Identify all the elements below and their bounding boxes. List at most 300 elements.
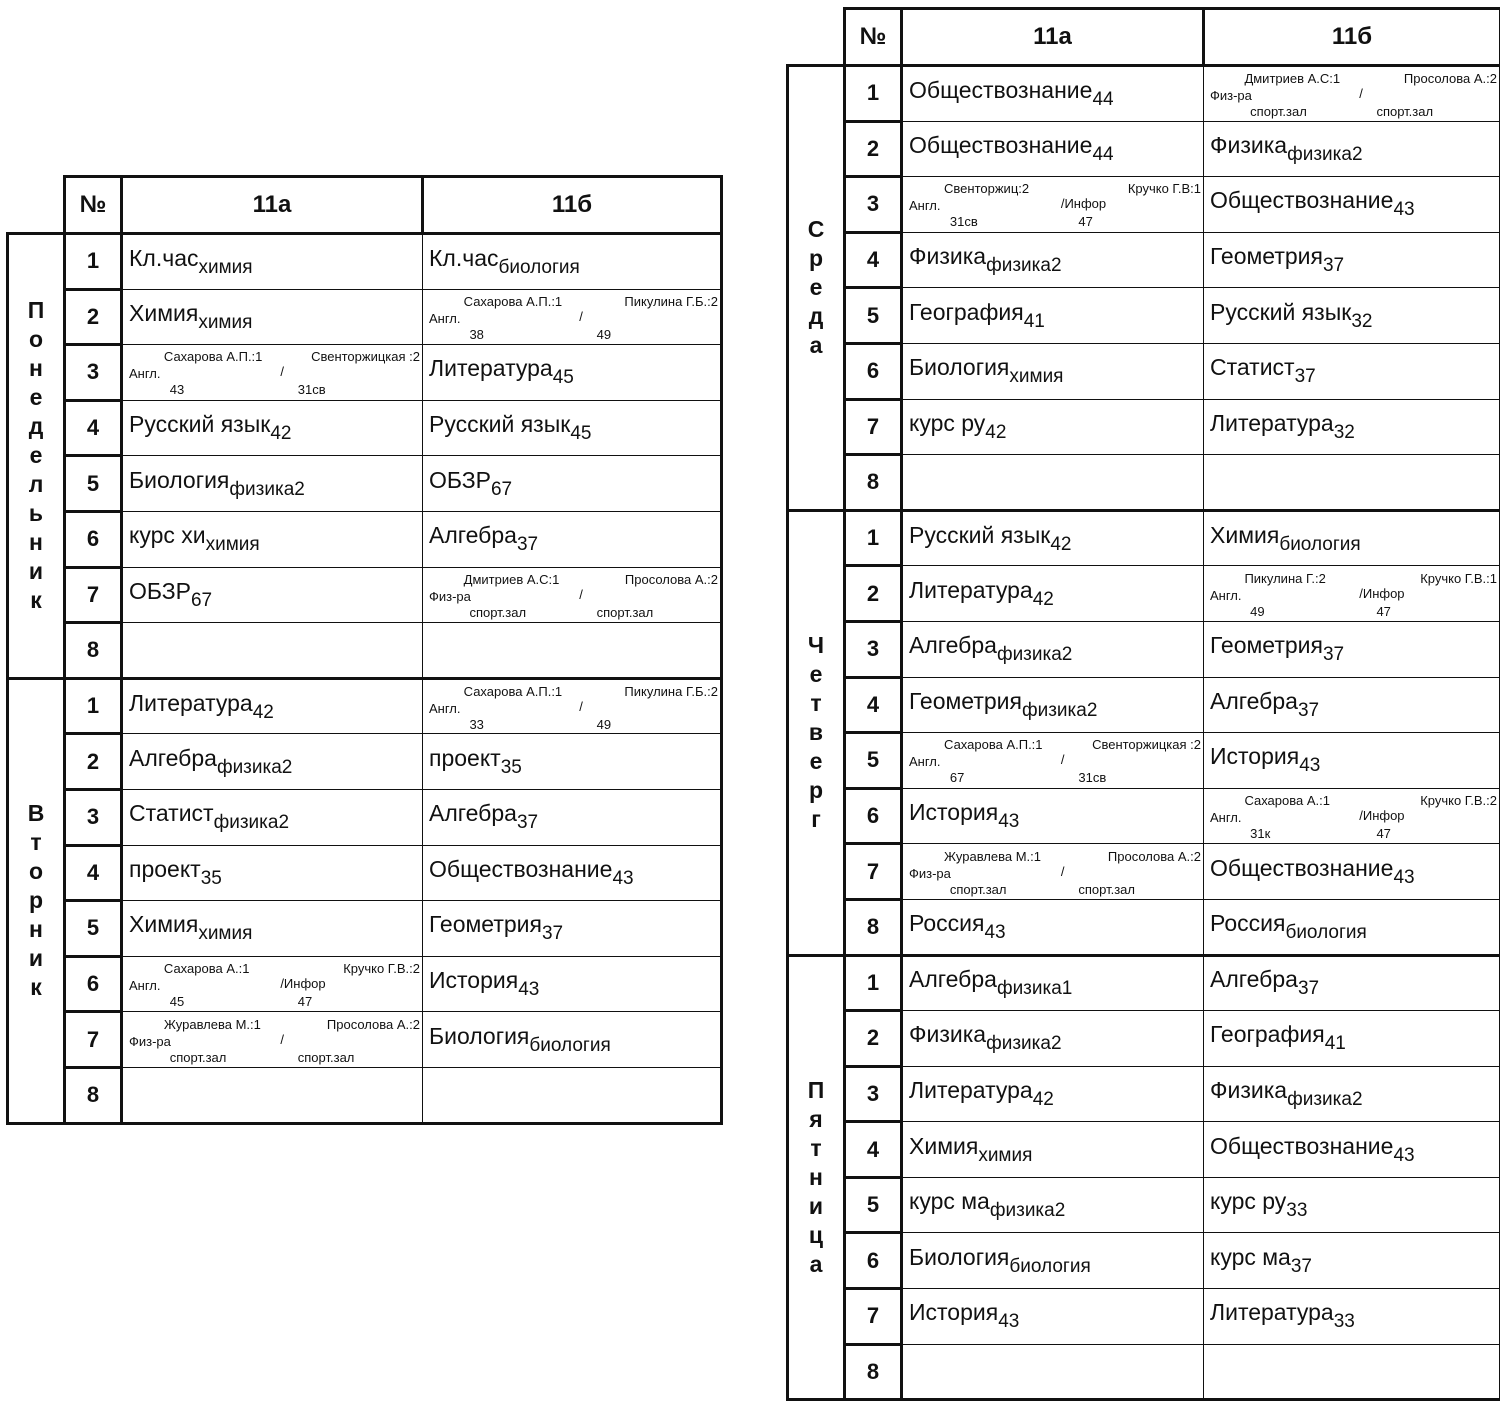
subject-name: Биология: [429, 1022, 530, 1049]
room: 43: [612, 867, 634, 889]
subject-name: Алгебра: [909, 966, 997, 993]
lesson-row: [788, 510, 1500, 566]
day-name: [788, 510, 845, 955]
cell-class-a: [902, 621, 1204, 677]
subject: [1210, 1188, 1308, 1222]
subject-name: Обществознание: [909, 76, 1093, 103]
split-room-2: 47: [1078, 214, 1093, 230]
day-letter: о: [28, 858, 44, 885]
lesson-number: 8: [845, 455, 902, 511]
subject-name: Биология: [129, 466, 230, 493]
lesson-number: 8: [65, 623, 122, 679]
split-room-2: 31св: [297, 382, 326, 398]
lesson-number: 3: [845, 1066, 902, 1122]
cell-class-b: [1204, 1233, 1500, 1289]
subject-name: Химия: [129, 911, 199, 938]
split-room-2: спорт.зал: [1376, 103, 1434, 119]
cell-class-b: [423, 956, 722, 1012]
subject-name: Химия: [909, 1132, 979, 1159]
day-letter: е: [29, 442, 43, 469]
lesson-row: [788, 1233, 1500, 1289]
cell-class-a: [122, 234, 423, 290]
lesson-row: [788, 733, 1500, 789]
subject: [909, 909, 1006, 943]
lesson-number: 5: [65, 456, 122, 512]
split-room-1: 31св: [949, 214, 978, 230]
room: 35: [500, 756, 522, 778]
lesson-number: 3: [65, 345, 122, 401]
room: 44: [1092, 143, 1114, 165]
cell-class-a: [122, 567, 423, 623]
split-subject: Англ.: [909, 754, 941, 770]
room: 37: [1290, 1255, 1312, 1277]
split-teacher-1: Сахарова А.:1: [1244, 793, 1330, 809]
day-letter: е: [809, 661, 823, 688]
subject-name: История: [909, 1299, 999, 1326]
room: 37: [541, 923, 564, 945]
cell-class-a: [902, 844, 1204, 900]
subject-name: Физика: [909, 243, 987, 270]
split-teacher-1: Сахарова А.П.:1: [944, 737, 1043, 753]
day-letter: н: [29, 355, 43, 382]
subject: [1210, 687, 1320, 721]
cell-class-a: [122, 1012, 423, 1068]
split-group: [429, 681, 720, 733]
subject: [429, 855, 634, 889]
lesson-number: 2: [65, 289, 122, 345]
split-room-1: 33: [469, 716, 484, 732]
room: физика1: [996, 978, 1073, 1000]
cell-class-a: [902, 177, 1204, 233]
day-letter: т: [30, 829, 42, 856]
subject-name: Обществознание: [909, 131, 1093, 158]
day-letter: е: [809, 748, 823, 775]
day-name: [8, 678, 65, 1123]
lesson-row: [788, 1177, 1500, 1233]
lesson-row: [788, 399, 1500, 455]
subject-name: Русский язык: [429, 411, 571, 438]
split-room-1: 38: [469, 326, 484, 342]
day-letter: р: [28, 887, 44, 914]
day-letter: В: [27, 800, 45, 827]
room: биология: [529, 1034, 611, 1056]
room: химия: [205, 534, 260, 556]
subject-name: Геометрия: [909, 687, 1022, 714]
split-subject: Англ.: [1210, 810, 1242, 826]
subject-name: Физика: [1210, 131, 1288, 158]
subject: [909, 1243, 1091, 1277]
cell-class-a: [902, 455, 1204, 511]
split-separator: /Инфор: [1359, 808, 1405, 824]
subject: [1210, 1021, 1346, 1055]
lesson-row: [8, 623, 722, 679]
split-separator: /Инфор: [1359, 585, 1405, 601]
subject: [129, 744, 293, 778]
room: физика2: [1021, 699, 1098, 721]
lesson-number: 1: [845, 510, 902, 566]
subject: [429, 466, 513, 500]
day-letter: д: [28, 413, 44, 440]
lesson-row: [8, 289, 722, 345]
lesson-number: 8: [845, 899, 902, 955]
split-teacher-1: Пикулина Г.:2: [1244, 570, 1326, 586]
lesson-number: 7: [65, 567, 122, 623]
header-row: [788, 9, 1500, 66]
header-row: [8, 177, 722, 234]
lesson-row: [788, 1011, 1500, 1067]
subject: [909, 521, 1072, 555]
lesson-row: [8, 956, 722, 1012]
lesson-row: [788, 232, 1500, 288]
cell-class-a: [902, 677, 1204, 733]
lesson-number: 3: [65, 789, 122, 845]
room: 37: [1294, 366, 1316, 388]
day-letter: П: [27, 297, 45, 324]
room: 33: [1333, 1311, 1355, 1333]
cell-class-b: [423, 400, 722, 456]
subject-name: Физика: [909, 1021, 987, 1048]
lesson-row: [8, 901, 722, 957]
cell-class-a: [902, 510, 1204, 566]
cell-class-b: [423, 234, 722, 290]
header-class-b: 11б: [423, 177, 722, 234]
day-wednesday: [788, 66, 1500, 511]
split-room-2: 31св: [1078, 770, 1107, 786]
room: 43: [984, 921, 1006, 943]
lesson-row: [8, 734, 722, 790]
cell-class-b: [423, 623, 722, 679]
room: физика2: [986, 255, 1062, 277]
day-letter: н: [29, 916, 43, 943]
schedule-table-left: [6, 175, 723, 1125]
subject: [129, 244, 253, 278]
lesson-number: 8: [845, 1344, 902, 1400]
cell-class-a: [122, 345, 423, 401]
subject-name: География: [1210, 1021, 1325, 1048]
lesson-row: [788, 1289, 1500, 1345]
cell-class-b: [1204, 1011, 1500, 1067]
cell-class-a: [902, 566, 1204, 622]
lesson-number: 4: [65, 845, 122, 901]
subject: [429, 744, 522, 778]
split-separator: /Инфор: [280, 976, 326, 992]
split-teacher-1: Сахарова А.П.:1: [463, 293, 563, 309]
day-letter: о: [28, 326, 44, 353]
day-letter: я: [809, 1105, 823, 1132]
subject-name: Обществознание: [1210, 187, 1394, 214]
lesson-number: 6: [65, 511, 122, 567]
cell-class-a: [122, 400, 423, 456]
subject-name: проект: [429, 744, 501, 771]
split-room-1: 49: [1250, 603, 1265, 619]
subject-name: Кл.час: [429, 244, 499, 271]
lesson-row: [8, 567, 722, 623]
cell-class-b: [1204, 121, 1500, 177]
cell-class-b: [1204, 899, 1500, 955]
subject-name: курс ру: [1210, 1188, 1287, 1215]
split-separator: /: [579, 308, 583, 324]
split-separator: /: [280, 364, 284, 380]
split-room-1: 31к: [1250, 826, 1271, 842]
day-letter: н: [29, 529, 43, 556]
cell-class-a: [122, 734, 423, 790]
subject: [129, 466, 305, 500]
split-room-2: 49: [596, 326, 612, 342]
lesson-number: 6: [845, 788, 902, 844]
cell-class-a: [902, 1289, 1204, 1345]
subject-name: Литература: [1210, 409, 1334, 436]
lesson-row: [788, 455, 1500, 511]
cell-class-b: [1204, 510, 1500, 566]
subject-name: Россия: [1210, 909, 1286, 936]
day-monday: [8, 234, 722, 679]
subject: [429, 800, 539, 834]
subject-name: Алгебра: [429, 522, 517, 549]
lesson-row: [788, 955, 1500, 1011]
cell-class-b: [423, 456, 722, 512]
cell-class-a: [902, 121, 1204, 177]
day-friday: [788, 955, 1500, 1400]
split-teacher-2: Кручко Г.В.:1: [1420, 570, 1497, 586]
lesson-row: [788, 1122, 1500, 1178]
lesson-number: 4: [845, 1122, 902, 1178]
subject-name: Физика: [1210, 1076, 1288, 1103]
subject: [909, 131, 1114, 165]
room: 41: [1324, 1033, 1346, 1055]
split-teacher-1: Свенторжиц:2: [944, 181, 1030, 197]
subject-name: История: [1210, 743, 1300, 770]
cell-class-b: [423, 678, 722, 734]
cell-class-b: [423, 734, 722, 790]
room: 32: [1351, 310, 1373, 332]
day-letter: и: [808, 1192, 824, 1219]
lesson-number: 2: [845, 121, 902, 177]
subject-name: Кл.час: [129, 244, 199, 271]
subject-name: Русский язык: [1210, 298, 1352, 325]
cell-class-a: [122, 456, 423, 512]
cell-class-a: [122, 678, 423, 734]
lesson-row: [8, 789, 722, 845]
day-letter: р: [808, 777, 824, 804]
lesson-row: [8, 456, 722, 512]
lesson-number: 3: [845, 621, 902, 677]
room: физика2: [216, 756, 293, 778]
split-separator: /Инфор: [1060, 196, 1107, 212]
split-teacher-2: Пикулина Г.Б.:2: [624, 683, 718, 699]
split-room-2: 49: [596, 716, 612, 732]
cell-class-b: [1204, 177, 1500, 233]
cell-class-b: [1204, 399, 1500, 455]
split-subject: Англ.: [429, 310, 461, 326]
subject: [129, 689, 274, 723]
day-letter: к: [30, 974, 42, 1001]
day-letter: и: [28, 558, 44, 585]
cell-class-b: [1204, 232, 1500, 288]
day-letter: в: [808, 719, 824, 746]
lesson-number: 2: [845, 566, 902, 622]
cell-class-a: [902, 733, 1204, 789]
subject-name: ОБЗР: [129, 577, 191, 604]
cell-class-b: [1204, 1344, 1500, 1400]
cell-class-a: [902, 288, 1204, 344]
lesson-row: [788, 177, 1500, 233]
split-teacher-1: Сахарова А.П.:1: [163, 349, 263, 365]
cell-class-a: [122, 511, 423, 567]
split-teacher-2: Свенторжицкая :2: [1092, 737, 1201, 753]
split-subject: Англ.: [129, 978, 161, 994]
split-teacher-2: Кручко Г.В:1: [1127, 181, 1201, 197]
room: 35: [200, 867, 222, 889]
split-subject: Англ.: [129, 366, 161, 382]
lesson-row: [788, 288, 1500, 344]
cell-class-a: [902, 343, 1204, 399]
cell-class-b: [423, 289, 722, 345]
subject: [1210, 1132, 1415, 1166]
subject: [909, 687, 1098, 721]
subject-name: Алгебра: [1210, 687, 1298, 714]
subject-name: Россия: [909, 909, 985, 936]
room: биология: [1009, 1255, 1091, 1277]
day-tuesday: [8, 678, 722, 1123]
room: химия: [978, 1144, 1033, 1166]
split-teacher-2: Просолова А.:2: [624, 571, 718, 587]
split-room-1: спорт.зал: [949, 881, 1007, 897]
subject-name: Статист: [129, 800, 214, 827]
subject: [909, 632, 1073, 666]
split-teacher-2: Просолова А.:2: [1107, 848, 1201, 864]
subject: [129, 299, 253, 333]
cell-class-a: [122, 789, 423, 845]
subject-name: Геометрия: [1210, 632, 1323, 659]
subject-name: Литература: [429, 355, 553, 382]
header-num: №: [845, 9, 902, 66]
subject: [1210, 632, 1345, 666]
room: 43: [518, 979, 540, 1001]
subject-name: Литература: [909, 576, 1033, 603]
lesson-number: 5: [65, 901, 122, 957]
split-separator: /: [579, 698, 583, 714]
lesson-number: 3: [845, 177, 902, 233]
split-teacher-1: Сахарова А.:1: [163, 961, 250, 977]
room: химия: [198, 311, 253, 333]
cell-class-b: [1204, 455, 1500, 511]
room: химия: [198, 256, 253, 278]
day-letter: л: [28, 471, 44, 498]
lesson-number: 2: [65, 734, 122, 790]
cell-class-b: [1204, 66, 1500, 122]
lesson-row: [8, 234, 722, 290]
subject: [909, 576, 1054, 610]
split-room-1: 45: [169, 994, 185, 1010]
split-room-1: спорт.зал: [169, 1049, 227, 1065]
subject-name: Химия: [129, 299, 199, 326]
subject-name: Алгебра: [129, 744, 217, 771]
room: 37: [1297, 699, 1320, 721]
day-letter: н: [809, 1163, 823, 1190]
lesson-row: [8, 511, 722, 567]
subject-name: История: [429, 967, 519, 994]
cell-class-b: [1204, 288, 1500, 344]
subject: [429, 967, 540, 1001]
split-group: [909, 178, 1203, 230]
split-group: [909, 734, 1203, 786]
subject: [1210, 298, 1373, 332]
day-letter: е: [809, 274, 823, 301]
split-group: [1210, 568, 1499, 620]
split-room-2: спорт.зал: [297, 1049, 355, 1065]
day-letter: а: [809, 1250, 823, 1277]
room: 32: [1333, 421, 1355, 443]
subject: [909, 76, 1114, 110]
lesson-number: 6: [845, 1233, 902, 1289]
subject-name: Литература: [1210, 1299, 1334, 1326]
day-letter: а: [809, 332, 823, 359]
lesson-row: [788, 844, 1500, 900]
subject: [909, 799, 1020, 833]
subject-name: Русский язык: [129, 411, 271, 438]
lesson-number: 1: [845, 66, 902, 122]
room: физика2: [229, 478, 305, 500]
cell-class-b: [1204, 955, 1500, 1011]
split-separator: /: [1359, 85, 1363, 101]
header-class-b: 11б: [1204, 9, 1500, 66]
room: 42: [270, 423, 292, 445]
room: физика2: [989, 1200, 1066, 1222]
subject-name: Геометрия: [1210, 243, 1323, 270]
subject: [429, 911, 564, 945]
subject: [1210, 521, 1361, 555]
subject: [909, 298, 1045, 332]
split-teacher-2: Просолова А.:2: [1403, 70, 1497, 86]
day-name: [788, 955, 845, 1400]
cell-class-a: [122, 845, 423, 901]
room: 42: [1050, 533, 1072, 555]
room: биология: [498, 256, 580, 278]
subject: [909, 966, 1073, 1000]
cell-class-b: [1204, 1289, 1500, 1345]
lesson-number: 5: [845, 288, 902, 344]
day-letter: Ч: [807, 632, 825, 659]
room: 43: [1299, 755, 1321, 777]
lesson-number: 1: [65, 234, 122, 290]
day-letter: ц: [808, 1221, 824, 1248]
subject: [429, 355, 574, 389]
room: 37: [1322, 255, 1345, 277]
day-thursday: [788, 510, 1500, 955]
subject: [1210, 409, 1355, 443]
cell-class-a: [902, 399, 1204, 455]
cell-class-a: [902, 899, 1204, 955]
corner-blank: [788, 9, 845, 66]
subject: [1210, 1076, 1363, 1110]
subject: [909, 1076, 1054, 1110]
lesson-row: [788, 788, 1500, 844]
room: 43: [1393, 1144, 1415, 1166]
lesson-number: 7: [65, 1012, 122, 1068]
split-teacher-2: Свенторжицкая :2: [311, 349, 420, 365]
cell-class-b: [423, 845, 722, 901]
cell-class-a: [902, 788, 1204, 844]
header-num: №: [65, 177, 122, 234]
lesson-row: [8, 400, 722, 456]
lesson-number: 7: [845, 1289, 902, 1345]
room: 45: [570, 423, 592, 445]
header-class-a: 11а: [902, 9, 1204, 66]
subject: [1210, 966, 1320, 1000]
lesson-number: 1: [65, 678, 122, 734]
cell-class-a: [122, 1067, 423, 1123]
split-teacher-1: Дмитриев А.С:1: [1244, 70, 1341, 86]
